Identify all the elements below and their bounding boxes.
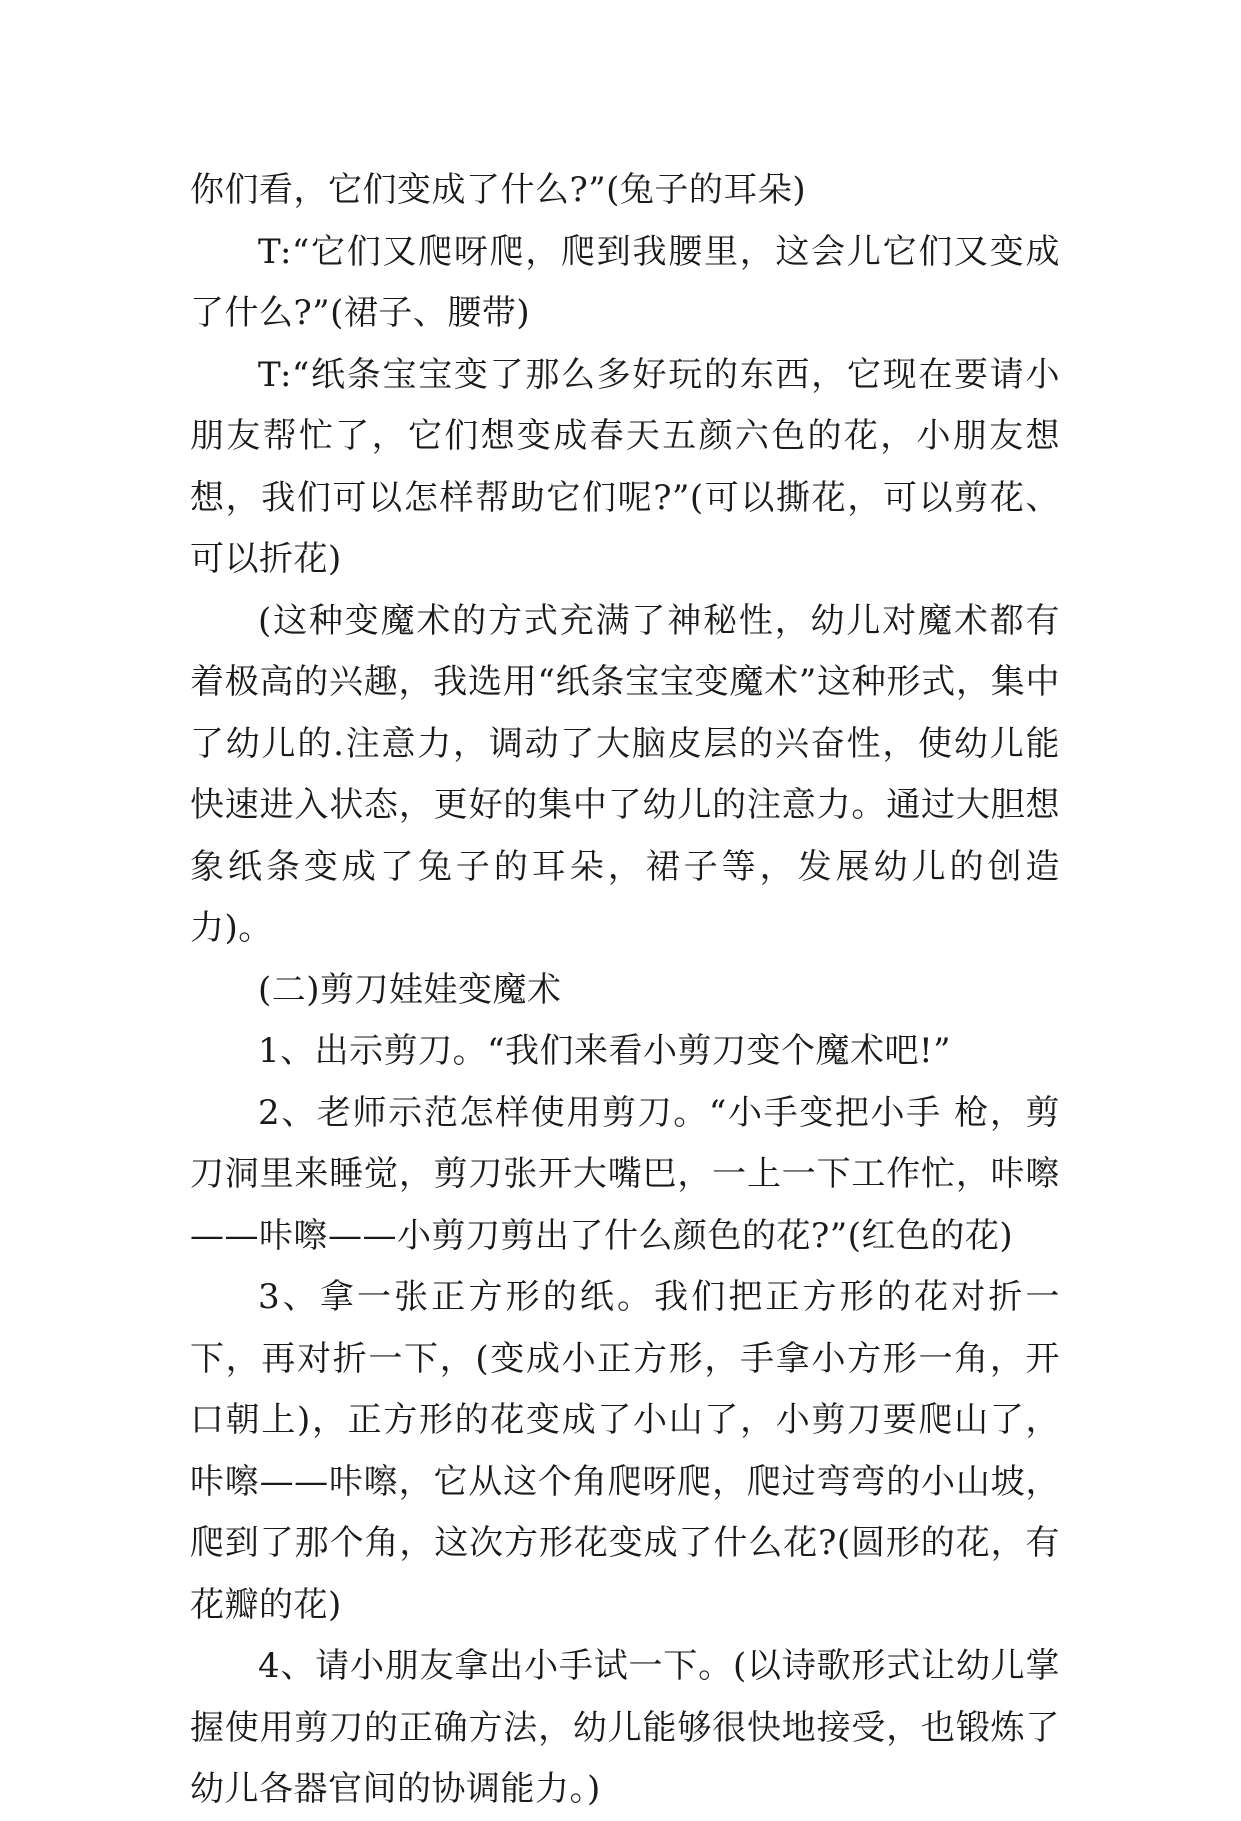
paragraph: 2、老师示范怎样使用剪刀。“小手变把小手 枪，剪刀洞里来睡觉，剪刀张开大嘴巴，一上一下工作忙，咔嚓——咔嚓——小剪刀剪出了什么颜色的花?”(红色的花)	[190, 1092, 1060, 1256]
document-body	[190, 160, 1060, 1821]
paragraph: 1、出示剪刀。“我们来看小剪刀变个魔术吧!”	[258, 1031, 952, 1071]
paragraph: T:“纸条宝宝变了那么多好玩的东西，它现在要请小朋友帮忙了，它们想变成春天五颜六色的花，小朋友想想，我们可以怎样帮助它们呢?”(可以撕花，可以剪花、可以折花)	[190, 354, 1060, 579]
section-heading: (二)剪刀娃娃变魔术	[258, 969, 562, 1010]
paragraph: (这种变魔术的方式充满了神秘性，幼儿对魔术都有着极高的兴趣，我选用“纸条宝宝变魔术”这种形式，集中了幼儿的.注意力，调动了大脑皮层的兴奋性，使幼儿能快速进入状态，更好的集中了幼儿的注意力。通过大胆想象纸条变成了兔子的耳朵，裙子等，发展幼儿的创造力)。	[190, 600, 1060, 948]
paragraph: 4、请小朋友拿出小手试一下。(以诗歌形式让幼儿掌握使用剪刀的正确方法，幼儿能够很快地接受，也锻炼了幼儿各器官间的协调能力。)	[190, 1646, 1060, 1809]
paragraph: T:“它们又爬呀爬，爬到我腰里，这会儿它们又变成了什么?”(裙子、腰带)	[190, 231, 1060, 333]
paragraph: 3、拿一张正方形的纸。我们把正方形的花对折一下，再对折一下，(变成小正方形，手拿小方形一角，开口朝上)，正方形的花变成了小山了，小剪刀要爬山了，咔嚓——咔嚓，它从这个角爬呀爬，爬过弯弯的小山坡，爬到了那个角，这次方形花变成了什么花?(圆形的花，有花瓣的花)	[190, 1277, 1060, 1625]
paragraph: 你们看，它们变成了什么?”(兔子的耳朵)	[190, 170, 807, 210]
